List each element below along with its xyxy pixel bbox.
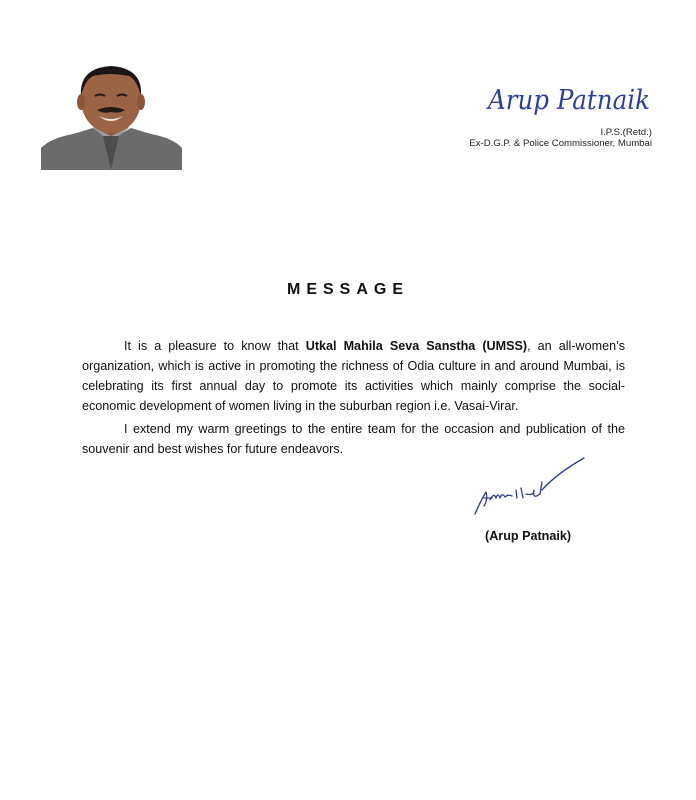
svg-text:Arup Patnaik: Arup Patnaik [485,85,650,116]
name-script-logo [470,78,655,126]
signoff-name: (Arup Patnaik) [485,529,572,543]
paragraph-2: I extend my warm greetings to the entire team for the occasion and publication of the souvenir and best wishes for future endeavors. [82,422,625,456]
message-body [82,336,625,459]
position-label: Ex-D.G.P. & Police Commissioner, Mumbai [469,138,652,149]
paragraph-1-rest: , an all-women’s organization, which is active in promoting the richness of Odia culture in and around Mumbai, is celebrating its first annual day to promote its activities which mainly comprise the social-economic development of women living in the suburban region i.e. Vasai-Virar. [82,339,625,413]
rank-label: I.P.S.(Retd.) [600,127,652,138]
message-heading: MESSAGE [286,281,409,298]
paragraph-1 [82,336,625,416]
portrait-photo [41,62,182,170]
handwritten-signature [472,456,587,518]
paragraph-1-intro: It is a pleasure to know that [124,339,306,353]
organization-name: Utkal Mahila Seva Sanstha (UMSS) [305,339,528,353]
titles-block [469,127,652,149]
